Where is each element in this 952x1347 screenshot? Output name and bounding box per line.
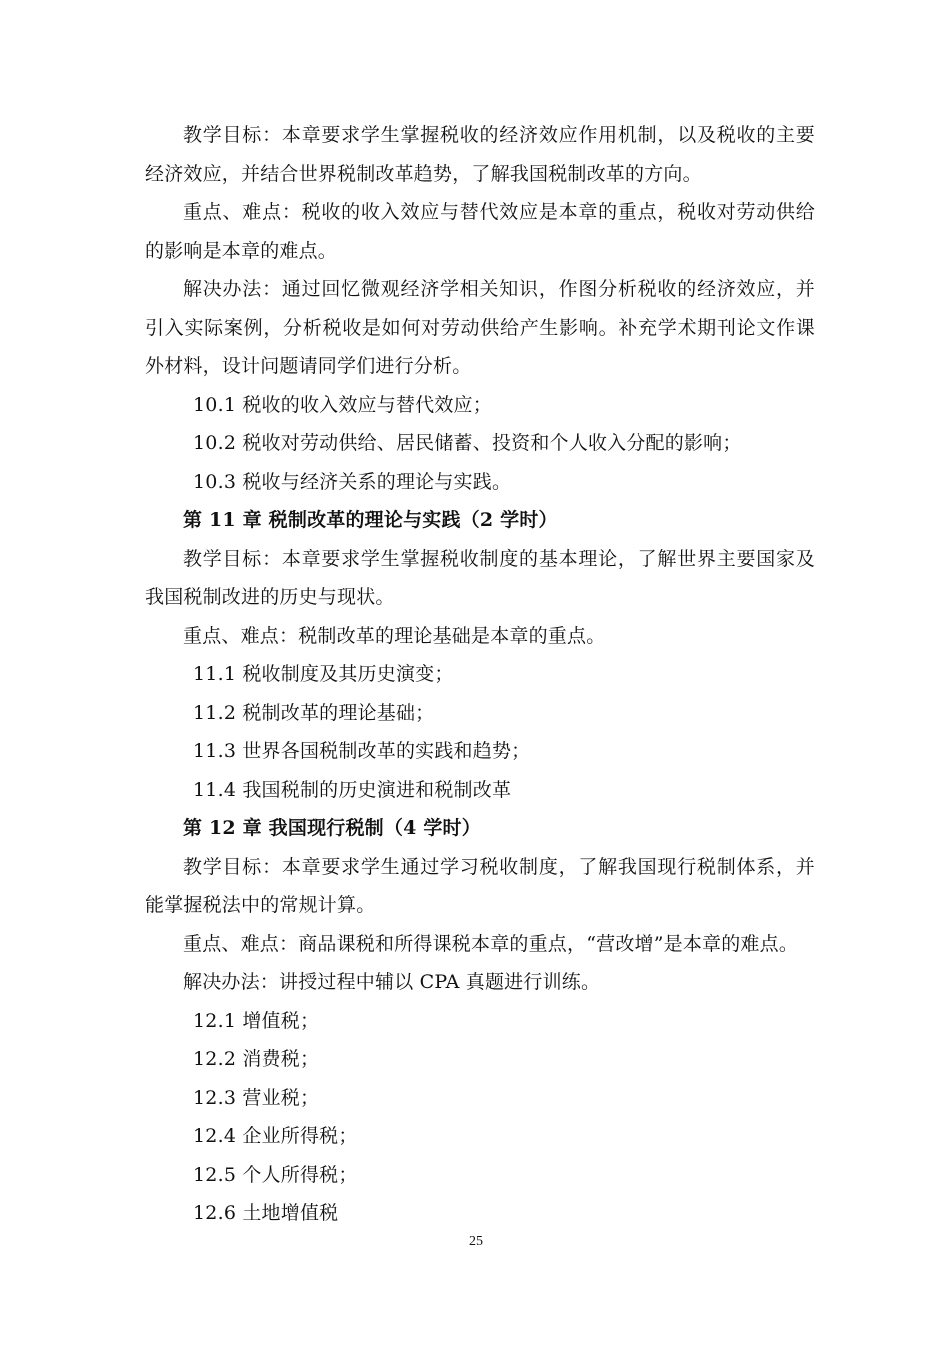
section-item-11-3: 11.3 世界各国税制改革的实践和趋势； — [193, 740, 531, 762]
section-item-10-1: 10.1 税收的收入效应与替代效应； — [193, 393, 492, 416]
ch10-key-points-paragraph: 重点、难点：税收的收入效应与替代效应是本章的重点，税收对劳动供给的影响是本章的难点。 — [145, 201, 815, 262]
chapter-11-heading: 第 11 章 税制改革的理论与实践（2 学时） — [183, 509, 558, 531]
ch12-key-points-paragraph: 重点、难点：商品课税和所得课税本章的重点，“营改增”是本章的难点。 — [183, 932, 799, 955]
section-item-12-1: 12.1 增值税； — [193, 1009, 320, 1032]
ch11-key-points-paragraph: 重点、难点：税制改革的理论基础是本章的重点。 — [183, 624, 606, 647]
page-number: 25 — [469, 1234, 483, 1249]
section-item-11-4: 11.4 我国税制的历史演进和税制改革 — [193, 778, 512, 801]
section-item-10-3: 10.3 税收与经济关系的理论与实践。 — [193, 470, 512, 493]
section-item-10-2: 10.2 税收对劳动供给、居民储蓄、投资和个人收入分配的影响； — [193, 432, 742, 454]
section-item-12-3: 12.3 营业税； — [193, 1086, 320, 1109]
section-item-12-2: 12.2 消费税； — [193, 1048, 320, 1070]
ch10-solution-paragraph: 解决办法：通过回忆微观经济学相关知识，作图分析税收的经济效应，并引入实际案例，分析税收是如何对劳动供给产生影响。补充学术期刊论文作课外材料，设计问题请同学们进行分析。 — [145, 278, 815, 377]
ch10-objective-paragraph: 教学目标：本章要求学生掌握税收的经济效应作用机制，以及税收的主要经济效应，并结合世界税制改革趋势，了解我国税制改革的方向。 — [145, 124, 815, 185]
section-item-11-2: 11.2 税制改革的理论基础； — [193, 701, 435, 724]
section-item-12-5: 12.5 个人所得税； — [193, 1163, 358, 1186]
chapter-12-heading: 第 12 章 我国现行税制（4 学时） — [183, 817, 481, 839]
ch12-solution-paragraph: 解决办法：讲授过程中辅以 CPA 真题进行训练。 — [183, 971, 601, 993]
section-item-12-6: 12.6 土地增值税 — [193, 1202, 339, 1224]
section-item-11-1: 11.1 税收制度及其历史演变； — [193, 663, 454, 685]
page-body — [145, 116, 815, 1233]
ch12-objective-paragraph: 教学目标：本章要求学生通过学习税收制度，了解我国现行税制体系，并能掌握税法中的常规计算。 — [145, 855, 815, 916]
section-item-12-4: 12.4 企业所得税； — [193, 1125, 358, 1147]
ch11-objective-paragraph: 教学目标：本章要求学生掌握税收制度的基本理论，了解世界主要国家及我国税制改进的历史与现状。 — [145, 547, 815, 608]
